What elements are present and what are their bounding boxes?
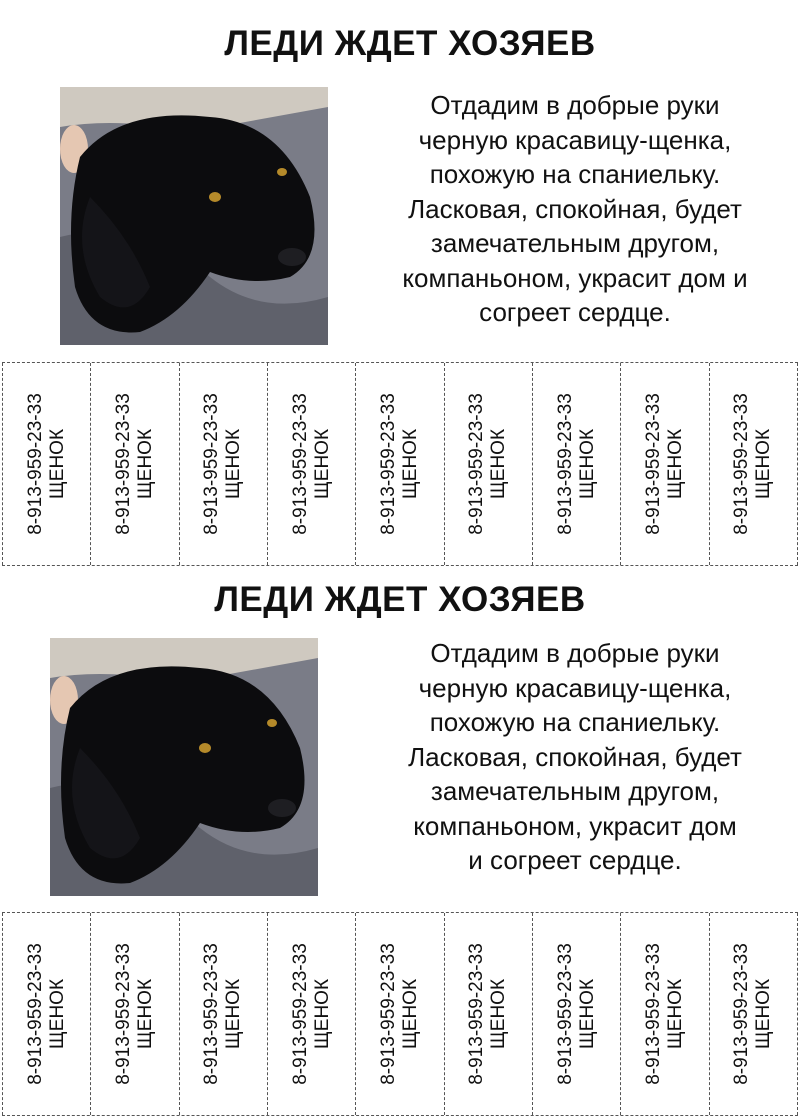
tear-off-tab[interactable]: [709, 913, 798, 1115]
tab-keyword: ЩЕНОК: [46, 428, 68, 500]
tab-keyword: ЩЕНОК: [576, 978, 598, 1050]
tab-text: [25, 919, 69, 1109]
tear-off-tab[interactable]: [444, 363, 532, 565]
tab-keyword: ЩЕНОК: [488, 978, 510, 1050]
tear-off-tab[interactable]: [179, 913, 267, 1115]
black-puppy-image: [50, 638, 318, 896]
tab-text: [466, 919, 510, 1109]
tab-text: [201, 919, 245, 1109]
flyer-title: ЛЕДИ ЖДЕТ ХОЗЯЕВ: [224, 24, 596, 63]
tab-keyword: ЩЕНОК: [753, 978, 775, 1050]
tab-phone-number: 8-913-959-23-33: [642, 943, 664, 1085]
tab-text: [378, 369, 422, 559]
tab-keyword: ЩЕНОК: [311, 428, 333, 500]
tab-keyword: ЩЕНОК: [223, 428, 245, 500]
tab-phone-number: 8-913-959-23-33: [377, 943, 399, 1085]
tab-text: [290, 919, 334, 1109]
flyer-title: ЛЕДИ ЖДЕТ ХОЗЯЕВ: [214, 580, 586, 619]
tab-phone-number: 8-913-959-23-33: [289, 393, 311, 535]
tab-phone-number: 8-913-959-23-33: [201, 943, 223, 1085]
tab-phone-number: 8-913-959-23-33: [554, 943, 576, 1085]
tab-text: [643, 919, 687, 1109]
tab-text: [555, 369, 599, 559]
tab-keyword: ЩЕНОК: [576, 428, 598, 500]
tab-text: [731, 369, 775, 559]
tab-keyword: ЩЕНОК: [753, 428, 775, 500]
tab-phone-number: 8-913-959-23-33: [731, 393, 753, 535]
tear-off-tab[interactable]: [90, 913, 178, 1115]
tab-phone-number: 8-913-959-23-33: [466, 943, 488, 1085]
tab-keyword: ЩЕНОК: [311, 978, 333, 1050]
tab-phone-number: 8-913-959-23-33: [731, 943, 753, 1085]
tear-off-tab[interactable]: [2, 363, 90, 565]
tear-off-tab[interactable]: [620, 363, 708, 565]
tab-keyword: ЩЕНОК: [488, 428, 510, 500]
tear-off-tab[interactable]: [267, 913, 355, 1115]
tab-keyword: ЩЕНОК: [399, 978, 421, 1050]
tab-phone-number: 8-913-959-23-33: [112, 393, 134, 535]
flyer-bottom: [0, 560, 800, 1119]
tab-keyword: ЩЕНОК: [46, 978, 68, 1050]
tab-text: [290, 369, 334, 559]
tear-off-tab[interactable]: [2, 913, 90, 1115]
tab-text: [466, 369, 510, 559]
tab-text: [731, 919, 775, 1109]
tab-keyword: ЩЕНОК: [664, 428, 686, 500]
tear-off-tab[interactable]: [179, 363, 267, 565]
flyer-description: Отдадим в добрые руки черную красавицу-щенка, похожую на спаниельку. Ласковая, спокойная, будет замечательным другом, компаньоном, украсит дом и согреет сердце.: [402, 90, 748, 327]
tab-phone-number: 8-913-959-23-33: [112, 943, 134, 1085]
tab-phone-number: 8-913-959-23-33: [377, 393, 399, 535]
tab-text: [25, 369, 69, 559]
tab-text: [113, 369, 157, 559]
tab-text: [643, 369, 687, 559]
flyer-description: Отдадим в добрые руки черную красавицу-щенка, похожую на спаниельку. Ласковая, спокойная, будет замечательным другом, компаньоном, украсит дом и согреет сердце.: [408, 638, 742, 875]
tab-phone-number: 8-913-959-23-33: [24, 393, 46, 535]
tab-text: [555, 919, 599, 1109]
tab-keyword: ЩЕНОК: [223, 978, 245, 1050]
black-puppy-image: [60, 87, 328, 345]
tab-phone-number: 8-913-959-23-33: [24, 943, 46, 1085]
tab-phone-number: 8-913-959-23-33: [466, 393, 488, 535]
tear-off-tab[interactable]: [267, 363, 355, 565]
tear-off-tab[interactable]: [355, 363, 443, 565]
tab-phone-number: 8-913-959-23-33: [201, 393, 223, 535]
tab-text: [201, 369, 245, 559]
puppy-photo: [50, 638, 318, 896]
tab-keyword: ЩЕНОК: [664, 978, 686, 1050]
tear-off-tab[interactable]: [355, 913, 443, 1115]
tab-keyword: ЩЕНОК: [134, 428, 156, 500]
tear-off-tab[interactable]: [532, 913, 620, 1115]
tab-keyword: ЩЕНОК: [399, 428, 421, 500]
tab-text: [378, 919, 422, 1109]
tab-phone-number: 8-913-959-23-33: [554, 393, 576, 535]
tear-off-tab[interactable]: [620, 913, 708, 1115]
tear-off-tab[interactable]: [532, 363, 620, 565]
tear-off-tab[interactable]: [90, 363, 178, 565]
tab-phone-number: 8-913-959-23-33: [642, 393, 664, 535]
tear-off-tab[interactable]: [444, 913, 532, 1115]
tab-keyword: ЩЕНОК: [134, 978, 156, 1050]
tab-text: [113, 919, 157, 1109]
puppy-photo: [60, 87, 328, 345]
tab-phone-number: 8-913-959-23-33: [289, 943, 311, 1085]
tear-off-tabs: [2, 912, 798, 1116]
tear-off-tab[interactable]: [709, 363, 798, 565]
tear-off-tabs: [2, 362, 798, 566]
